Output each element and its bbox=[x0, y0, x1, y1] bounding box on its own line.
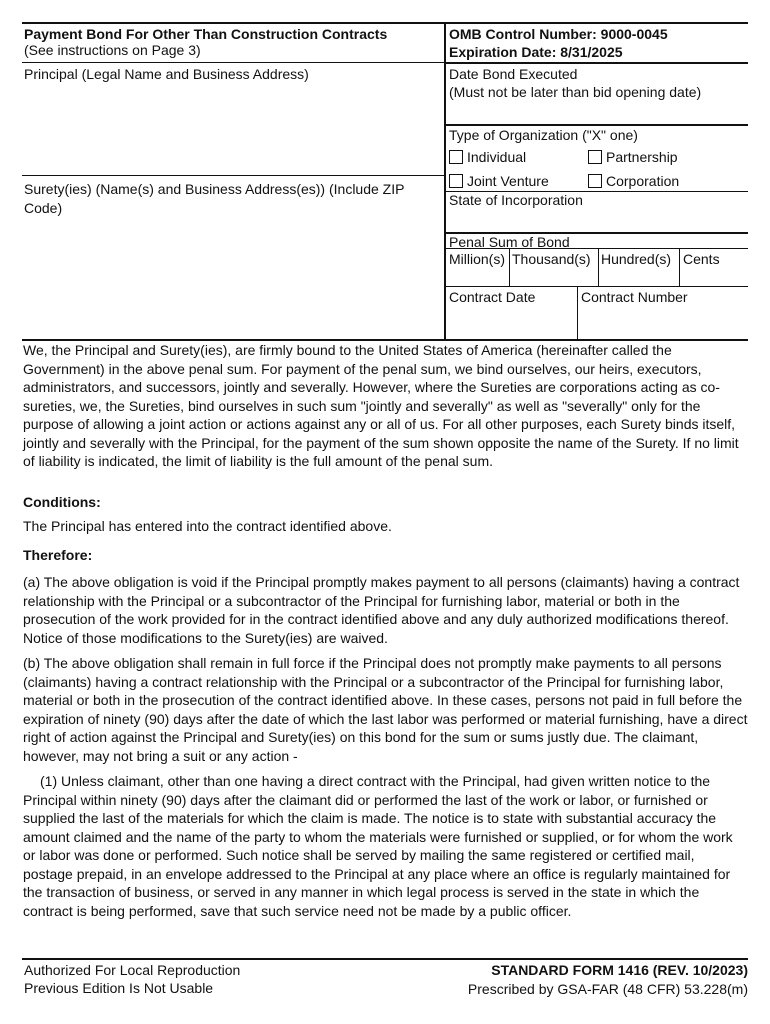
prescribed-by: Prescribed by GSA-FAR (48 CFR) 53.228(m) bbox=[467, 981, 748, 997]
sureties-label: Surety(ies) (Name(s) and Business Address(es)) (Include ZIP Code) bbox=[24, 181, 405, 216]
penal-col-div-2 bbox=[598, 248, 599, 286]
state-of-incorporation-label: State of Incorporation bbox=[449, 192, 583, 208]
paragraph-b: (b) The above obligation shall remain in full force if the Principal does not promptly make payments to all persons (claimants) having a contract relationship with the Principal or a subcontractor of the Principal for furnishing labor, material or both in the prosecution of the contract identified above. In these cases, persons not paid in full before the expiration of ninety (90) days after the date of which the last labor was performed or material furnishing, have a direct right of action against the Principal and Surety(ies) on this bond for the sum or sums justly due. The claimant, however, may not bring a suit or any action - bbox=[23, 655, 748, 764]
footer-rule bbox=[22, 958, 748, 960]
individual-label: Individual bbox=[467, 149, 527, 165]
org-option-joint-venture[interactable] bbox=[449, 173, 549, 189]
penal-hundreds-field[interactable] bbox=[600, 268, 678, 285]
corporation-label: Corporation bbox=[606, 173, 680, 189]
penal-cents-field[interactable] bbox=[681, 268, 747, 285]
date-bond-bottom-rule bbox=[445, 124, 748, 126]
contract-number-field[interactable] bbox=[581, 307, 747, 337]
form-title: Payment Bond For Other Than Construction Contracts bbox=[24, 26, 388, 42]
expiration-date: Expiration Date: 8/31/2025 bbox=[449, 44, 623, 60]
column-divider bbox=[444, 22, 446, 340]
partnership-label: Partnership bbox=[606, 149, 678, 165]
paragraph-1: (1) Unless claimant, other than one having a direct contract with the Principal, had given written notice to the Principal within ninety (90) days after the claimant did or performed the last of the work or labor, or furnished or supplied the last of the materials for which the claim is made. The notice is to state with substantial accuracy the amount claimed and the name of the party to whom the materials were furnished or supplied, or for whom the work or labor was done or performed. Such notice shall be served by mailing the same registered or certified mail, postage prepaid, in an envelope addressed to the Principal at any place where an office is regularly maintained for the transaction of business, or served in any manner in which legal process is served in the state in which the contract is being performed, save that such service need not be made by a public officer. bbox=[23, 773, 733, 919]
penal-bottom-rule bbox=[445, 286, 748, 287]
footer-edition-note: Previous Edition Is Not Usable bbox=[24, 980, 214, 996]
joint-venture-label: Joint Venture bbox=[467, 173, 549, 189]
penal-thousands-field[interactable] bbox=[511, 268, 597, 285]
joint-venture-checkbox[interactable] bbox=[449, 174, 463, 188]
conditions-text: The Principal has entered into the contract identified above. bbox=[23, 518, 392, 534]
org-type-label: Type of Organization ("X" one) bbox=[449, 127, 638, 143]
penal-col-hundreds: Hundred(s) bbox=[601, 251, 672, 267]
penal-col-div-3 bbox=[679, 248, 680, 286]
sureties-top-rule bbox=[22, 175, 445, 176]
footer-reproduction-note: Authorized For Local Reproduction bbox=[24, 962, 241, 978]
penal-sum-label: Penal Sum of Bond bbox=[449, 234, 570, 250]
omb-control-number: OMB Control Number: 9000-0045 bbox=[449, 26, 668, 42]
intro-paragraph: We, the Principal and Surety(ies), are firmly bound to the United States of America (hereinafter called the Government) in the above penal sum. For payment of the penal sum, we bind ourselves, our heirs, executors, administrators, and successors, jointly and severally. However, where the Sureties are corporations acting as co-sureties, we, the Sureties, bind ourselves in such sum "jointly and severally" as well as "severally" only for the purpose of allowing a joint action or actions against any or all of us. For all other purposes, each Surety binds itself, jointly and severally with the Principal, for the payment of the sum shown opposite the name of the Surety. If no limit of liability is indicated, the limit of liability is the full amount of the penal sum. bbox=[23, 342, 739, 469]
date-bond-label: Date Bond Executed bbox=[449, 66, 578, 82]
penal-col-millions: Million(s) bbox=[449, 251, 505, 267]
date-bond-field[interactable] bbox=[449, 102, 745, 122]
partnership-checkbox[interactable] bbox=[588, 150, 602, 164]
paragraph-a: (a) The above obligation is void if the Principal promptly makes payment to all persons (claimants) having a contract relationship with the Principal or a subcontractor of the Principal for furnishing labor, material or both in the prosecution of the work provided for in the contract identified above and any duly authorized modifications thereof. Notice of those modifications to the Surety(ies) are waived. bbox=[23, 574, 740, 646]
contract-col-div bbox=[577, 286, 578, 339]
org-option-corporation[interactable] bbox=[588, 173, 679, 189]
penal-millions-field[interactable] bbox=[447, 268, 508, 285]
date-bond-note: (Must not be later than bid opening date) bbox=[449, 84, 702, 100]
penal-col-cents: Cents bbox=[683, 251, 720, 267]
penal-col-thousands: Thousand(s) bbox=[512, 251, 591, 267]
standard-form-number: STANDARD FORM 1416 (REV. 10/2023) bbox=[491, 962, 748, 978]
principal-field[interactable] bbox=[24, 84, 442, 172]
sureties-field[interactable] bbox=[24, 220, 442, 336]
therefore-heading: Therefore: bbox=[23, 547, 93, 563]
org-option-individual[interactable] bbox=[449, 149, 526, 165]
contract-date-field[interactable] bbox=[449, 307, 575, 337]
conditions-heading: Conditions: bbox=[23, 494, 101, 510]
individual-checkbox[interactable] bbox=[449, 150, 463, 164]
header-rule-right bbox=[445, 62, 748, 64]
penal-col-div-1 bbox=[509, 248, 510, 286]
org-option-partnership[interactable] bbox=[588, 149, 678, 165]
corporation-checkbox[interactable] bbox=[588, 174, 602, 188]
contract-number-label: Contract Number bbox=[581, 289, 688, 305]
contract-date-label: Contract Date bbox=[449, 289, 536, 305]
principal-label: Principal (Legal Name and Business Address) bbox=[24, 66, 309, 82]
header-rule-left bbox=[22, 62, 445, 63]
top-rule bbox=[22, 22, 748, 24]
form-subtitle: (See instructions on Page 3) bbox=[24, 42, 201, 58]
state-of-incorporation-field[interactable] bbox=[449, 210, 745, 230]
